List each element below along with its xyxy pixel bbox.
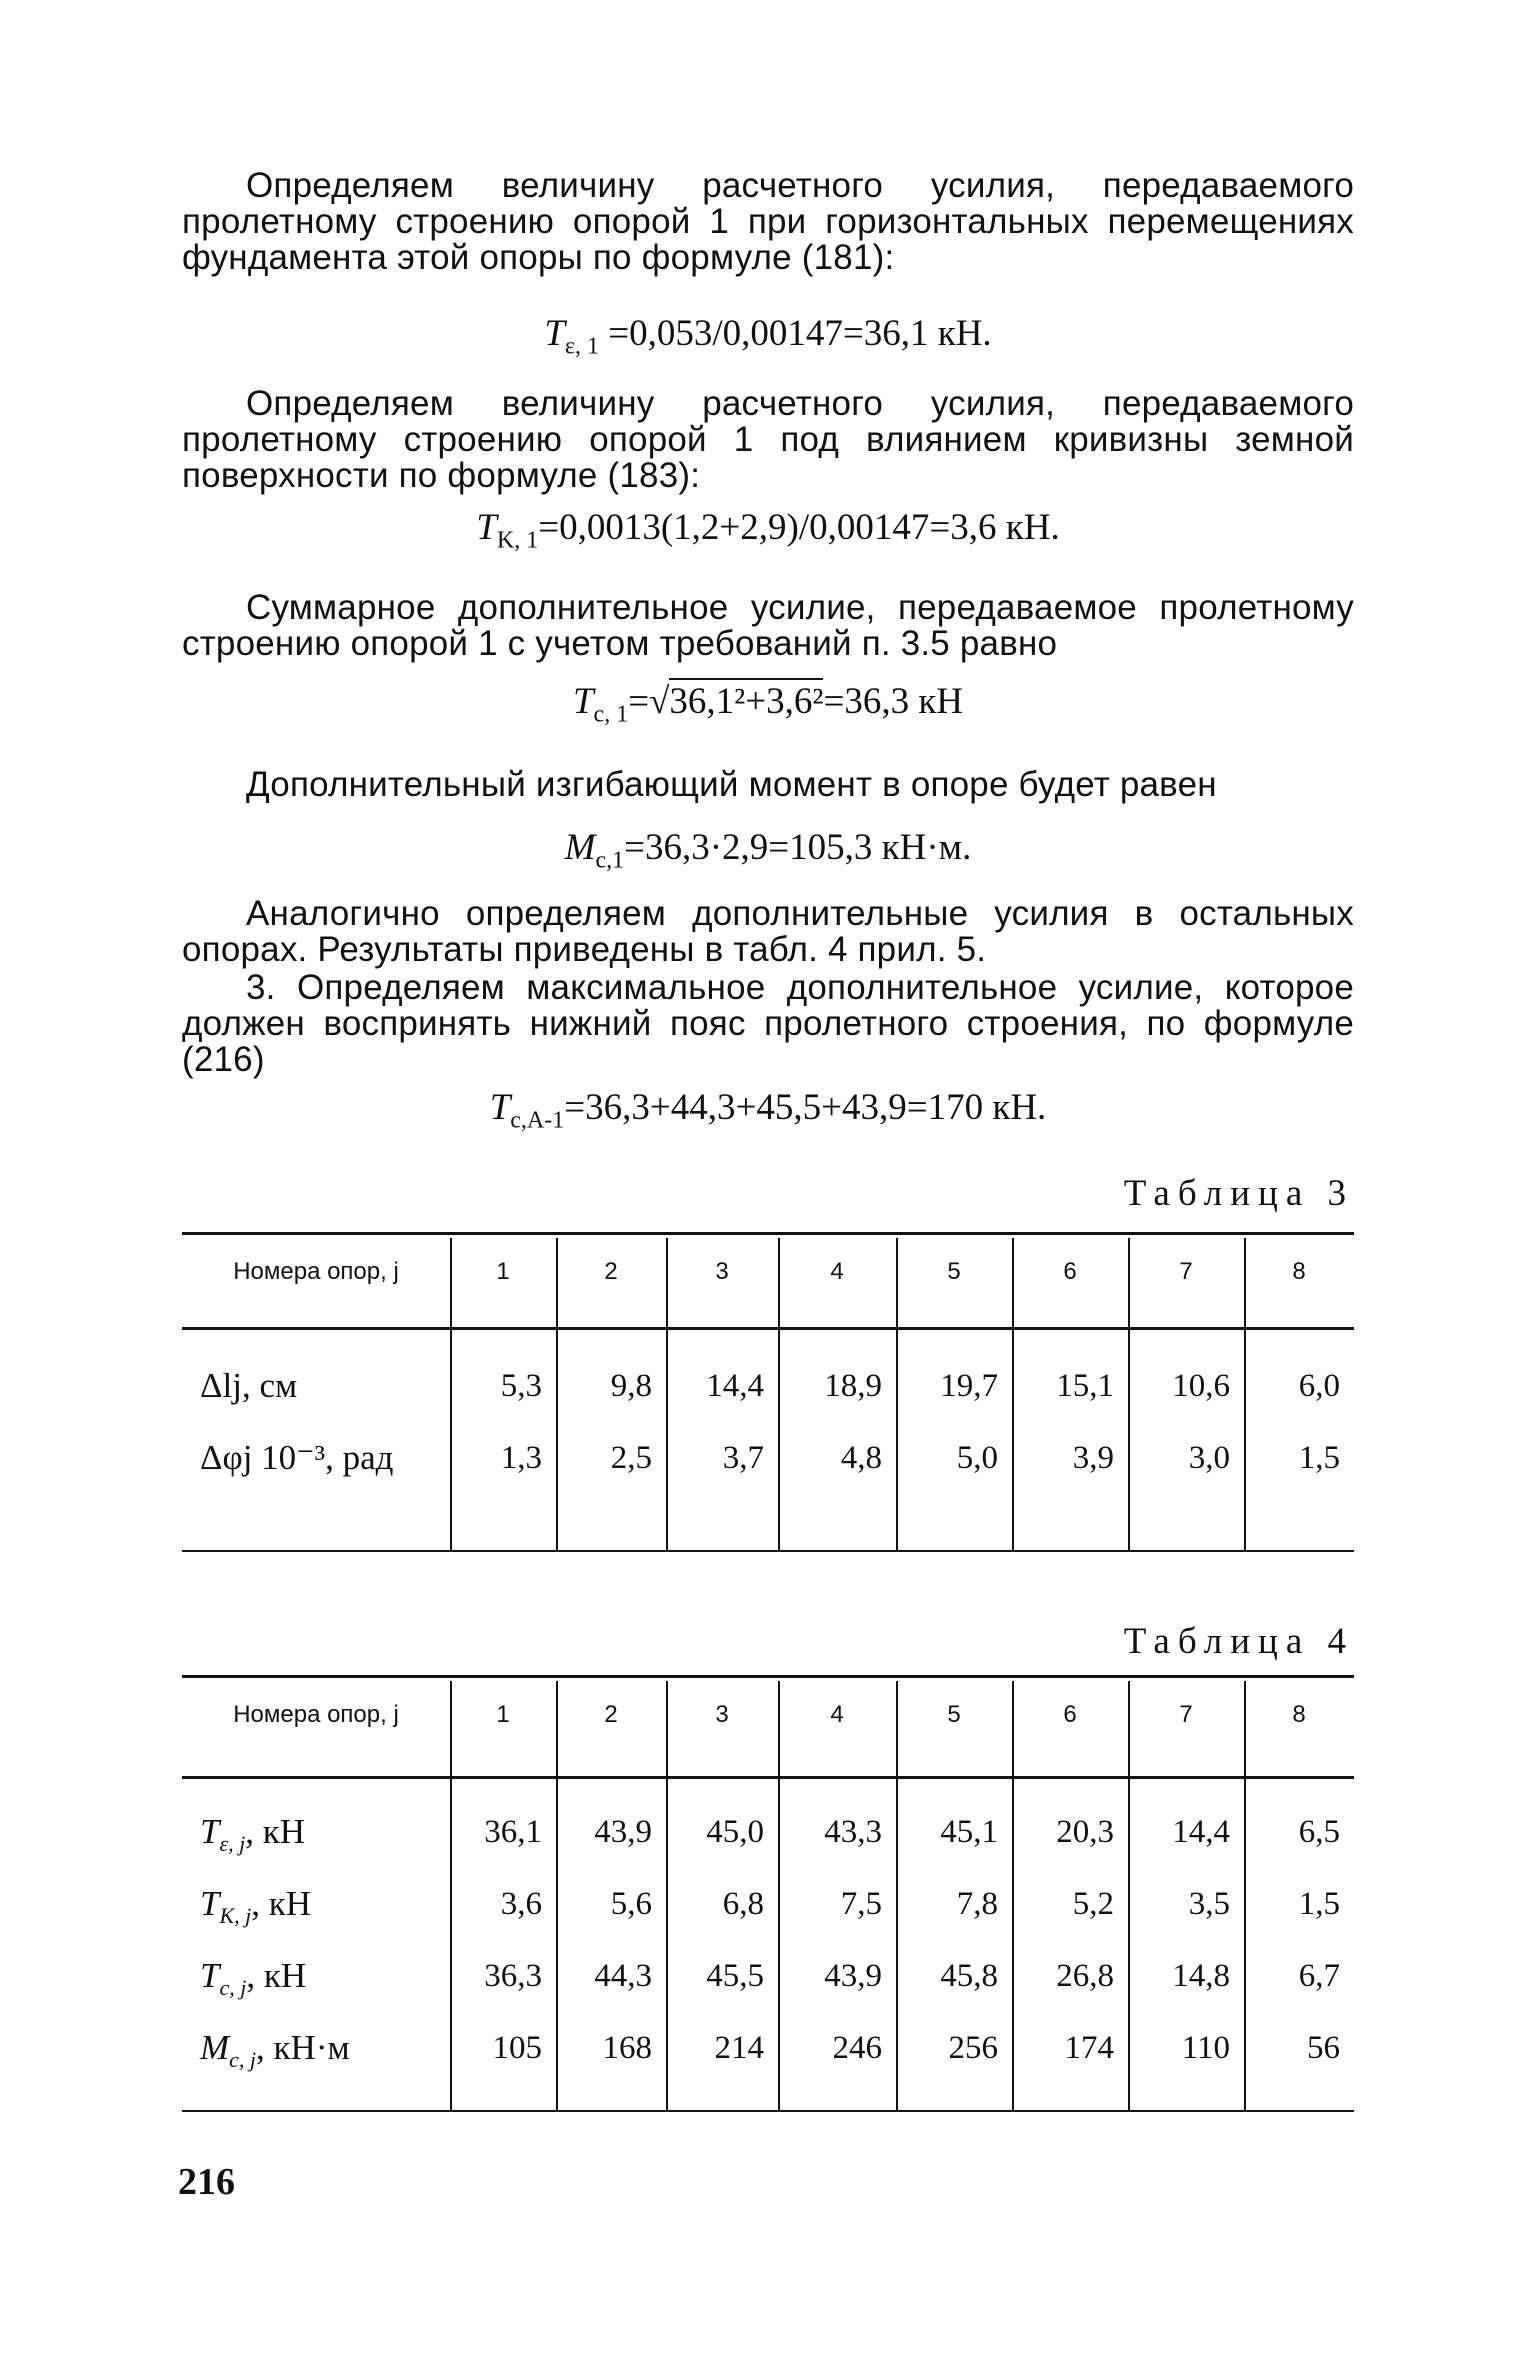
table4-header-col: 2 bbox=[604, 1701, 618, 1728]
table3-cell: 1,5 bbox=[1298, 1440, 1340, 1476]
table4-header-col: 8 bbox=[1292, 1701, 1306, 1728]
table4-cell: 1,5 bbox=[1298, 1886, 1340, 1922]
table4-cell: 36,3 bbox=[484, 1958, 542, 1994]
table4-cell: 110 bbox=[1181, 2030, 1230, 2066]
table4-cell: 5,2 bbox=[1072, 1886, 1114, 1922]
table4-cell: 43,3 bbox=[824, 1814, 882, 1850]
table4-cell: 7,5 bbox=[840, 1886, 882, 1922]
table3-cell: 5,3 bbox=[500, 1368, 542, 1404]
table4-cell: 174 bbox=[1064, 2030, 1114, 2066]
table3-cell: 5,0 bbox=[956, 1440, 998, 1476]
table4-cell: 214 bbox=[714, 2030, 764, 2066]
table4-cell: 246 bbox=[832, 2030, 882, 2066]
table4-header-col: 6 bbox=[1063, 1701, 1077, 1728]
table4-cell: 14,8 bbox=[1172, 1958, 1230, 1994]
formula-m-c-1: $M_{c,1}=36,3\cdot 2,9=105,3$ кН·м. bbox=[564, 827, 972, 874]
table4-cell: 5,6 bbox=[610, 1886, 652, 1922]
table3-header-col: 6 bbox=[1063, 1258, 1077, 1285]
table4-cell: 20,3 bbox=[1056, 1814, 1114, 1850]
table4-header-col: 7 bbox=[1179, 1701, 1193, 1728]
paragraph-6: 3. Определяем максимальное дополнительное усилие, которое должен воспринять нижний пояс пролетного строения, по формуле (216) bbox=[182, 968, 1354, 1079]
formula-t-c-1: $T_{c, 1}=√36,1^2+3,6^2=36,3$ кН bbox=[0, 682, 1536, 734]
formula-t-epsilon-1: $T_{\varepsilon, 1} =0,053/0,00147=36,1$ кН. bbox=[544, 313, 992, 360]
table4-header-rule bbox=[182, 1776, 1354, 1779]
table4-cell: 14,4 bbox=[1172, 1814, 1230, 1850]
table4-cell: 43,9 bbox=[594, 1814, 652, 1850]
table4-row-label: $T_{K, j}$, кН bbox=[200, 1884, 312, 1928]
table4-top-rule bbox=[182, 1675, 1354, 1678]
table3-cell: 1,3 bbox=[500, 1440, 542, 1476]
table4-cell: 3,5 bbox=[1188, 1886, 1230, 1922]
paragraph-5: Аналогично определяем дополнительные усилия в остальных опорах. Результаты приведены в табл. 4 прил. 5. bbox=[182, 894, 1354, 969]
table3-caption: Таблица 3 bbox=[1123, 1173, 1354, 1214]
table3-cell: 2,5 bbox=[610, 1440, 652, 1476]
table3-row-label: Δφj 10⁻³, рад bbox=[200, 1438, 394, 1477]
table4-row-label: $M_{c, j}$, кН·м bbox=[200, 2028, 350, 2072]
table4-cell: 36,1 bbox=[484, 1814, 542, 1850]
table3-cell: 14,4 bbox=[706, 1368, 764, 1404]
table4-cell: 26,8 bbox=[1056, 1958, 1114, 1994]
table3-cell: 4,8 bbox=[840, 1440, 882, 1476]
table3-top-rule bbox=[182, 1232, 1354, 1235]
table3-cell: 3,0 bbox=[1188, 1440, 1230, 1476]
table4-cell: 3,6 bbox=[500, 1886, 542, 1922]
paragraph-2: Определяем величину расчетного усилия, передаваемого пролетному строению опорой 1 под влиянием кривизны земной поверхности по формуле (183): bbox=[182, 384, 1354, 495]
table4-cell: 45,8 bbox=[940, 1958, 998, 1994]
table4-cell: 168 bbox=[602, 2030, 652, 2066]
table3-header-col: 7 bbox=[1179, 1258, 1193, 1285]
table3-bottom-rule bbox=[182, 1550, 1354, 1552]
table4-header-col: 1 bbox=[496, 1701, 510, 1728]
table4-cell: 56 bbox=[1307, 2030, 1340, 2066]
table3-cell: 19,7 bbox=[940, 1368, 998, 1404]
paragraph-4: Дополнительный изгибающий момент в опоре будет равен bbox=[246, 765, 1217, 804]
table3-header-col: 8 bbox=[1292, 1258, 1306, 1285]
table4-cell: 6,8 bbox=[722, 1886, 764, 1922]
table3-header-col: 5 bbox=[947, 1258, 961, 1285]
table4-cell: 44,3 bbox=[594, 1958, 652, 1994]
page-number: 216 bbox=[178, 2161, 235, 2203]
table4-cell: 256 bbox=[948, 2030, 998, 2066]
table4-row-label: $T_{\varepsilon, j}$, кН bbox=[200, 1812, 306, 1856]
table4-row-label: $T_{c, j}$, кН bbox=[200, 1956, 307, 2000]
table4-cell: 45,1 bbox=[940, 1814, 998, 1850]
table3-cell: 6,0 bbox=[1298, 1368, 1340, 1404]
table4-header-col: 5 bbox=[947, 1701, 961, 1728]
table4-cell: 7,8 bbox=[956, 1886, 998, 1922]
table4-cell: 6,5 bbox=[1298, 1814, 1340, 1850]
formula-t-c-a-1: $T_{c,A-1}=36,3+44,3+45,5+43,9=170$ кН. bbox=[489, 1087, 1047, 1134]
table3-header-rule bbox=[182, 1327, 1354, 1330]
paragraph-3: Суммарное дополнительное усилие, передаваемое пролетному строению опорой 1 с учетом требований п. 3.5 равно bbox=[182, 588, 1354, 663]
table3-cell: 3,9 bbox=[1072, 1440, 1114, 1476]
paragraph-1: Определяем величину расчетного усилия, передаваемого пролетному строению опорой 1 при горизонтальных перемещениях фундамента этой опоры по формуле (181): bbox=[182, 166, 1354, 277]
table4-bottom-rule bbox=[182, 2110, 1354, 2112]
table3-header-col: 4 bbox=[830, 1258, 844, 1285]
table3-cell: 10,6 bbox=[1172, 1368, 1230, 1404]
table4-header-label: Номера опор, j bbox=[233, 1701, 399, 1728]
table4-caption: Таблица 4 bbox=[1123, 1621, 1354, 1662]
table3-cell: 3,7 bbox=[722, 1440, 764, 1476]
table4-cell: 43,9 bbox=[824, 1958, 882, 1994]
table3-header-label: Номера опор, j bbox=[233, 1258, 399, 1285]
table4-cell: 105 bbox=[492, 2030, 542, 2066]
table4-cell: 6,7 bbox=[1298, 1958, 1340, 1994]
table4-cell: 45,5 bbox=[706, 1958, 764, 1994]
table4-cell: 45,0 bbox=[706, 1814, 764, 1850]
table4-header-col: 4 bbox=[830, 1701, 844, 1728]
table4-header-col: 3 bbox=[715, 1701, 729, 1728]
table3-cell: 18,9 bbox=[824, 1368, 882, 1404]
formula-t-k-1: $T_{K, 1}=0,0013(1,2+2,9)/0,00147=3,6$ кН. bbox=[476, 507, 1060, 554]
table3-header-col: 1 bbox=[496, 1258, 510, 1285]
table3-cell: 15,1 bbox=[1056, 1368, 1114, 1404]
table3-header-col: 2 bbox=[604, 1258, 618, 1285]
table3-row-label: Δlj, см bbox=[200, 1366, 298, 1405]
table3-header-col: 3 bbox=[715, 1258, 729, 1285]
table3-cell: 9,8 bbox=[610, 1368, 652, 1404]
